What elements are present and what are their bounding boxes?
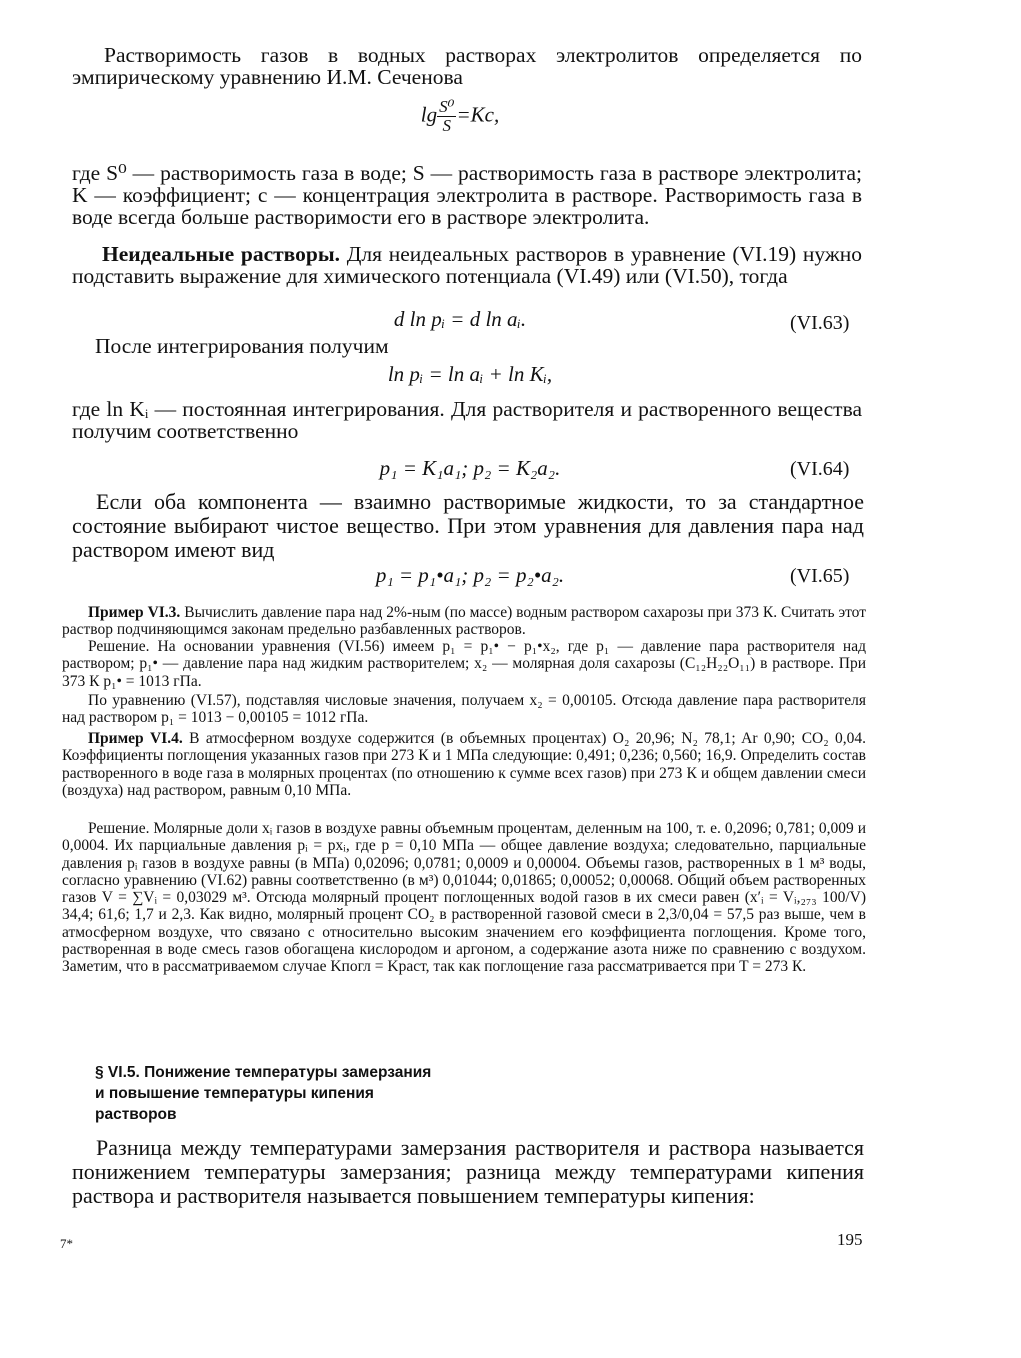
section-heading (95, 1062, 615, 1125)
eq-numerator: S⁰ (439, 97, 455, 116)
final-paragraph: Разница между температурами замерзания растворителя и раствора называется понижением температуры замерзания; разница между температурами кипения раствора и растворителя называется повышением температуры кипения: (72, 1135, 864, 1208)
equation-vi64: p₁ = K₁a₁; p₂ = K₂a₂. (379, 456, 561, 480)
page-number: 195 (837, 1230, 863, 1249)
nonideal-text: Для неидеальных растворов в уравнение (VI.19) нужно подставить выражение для химического потенциала (VI.49) или (VI.50), тогда (72, 242, 863, 288)
nonideal-heading: Неидеальные растворы. (102, 242, 341, 266)
example-vi3-result: По уравнению (VI.57), подставляя числовые значения, получаем x₂ = 0,00105. Отсюда давление пара растворителя над раствором p₁ = 1013 − 0,00105 = 1012 гПа. (62, 692, 866, 727)
example-vi4-task (62, 730, 866, 799)
eq-lg: lg (420, 102, 438, 127)
after-integration-text: После интегрирования получим (95, 334, 389, 358)
section-title-line-2: и повышение температуры кипения (95, 1085, 374, 1102)
equation-number-vi64: (VI.64) (790, 458, 850, 480)
section-title-line-1: § VI.5. Понижение температуры замерзания (95, 1064, 432, 1081)
example-vi3-task (62, 604, 866, 639)
example-vi3-solution: Решение. На основании уравнения (VI.56) имеем p₁ = p₁• − p₁•x₂, где p₁ — давление пара растворителя над раствором; p₁• — давление пара над жидким растворителем; x₂ — молярная доля сахарозы (C₁₂H₂₂O₁₁) в растворе. При 373 К p₁• = 1013 гПа. (62, 638, 866, 690)
paragraph-where-s0: где S⁰ — растворимость газа в воде; S — растворимость газа в растворе электролита; K — коэффициент; c — концентрация электролита в растворе. Растворимость газа в воде всегда больше растворимости его в растворе электролита. (72, 161, 862, 229)
example-vi3-label: Пример VI.3. (88, 604, 181, 621)
equation-vi63: d ln pᵢ = d ln aᵢ. (393, 307, 527, 331)
eq-denominator: S (442, 116, 452, 135)
example-vi4-label: Пример VI.4. (88, 730, 183, 747)
paragraph-both-components: Если оба компонента — взаимно растворимые жидкости, то за стандартное состояние выбирают чистое вещество. При этом уравнения для давления пара над раствором имеют вид (72, 489, 864, 562)
eq-fraction (437, 98, 456, 135)
example-vi4-solution: Решение. Молярные доли xᵢ газов в воздухе равны объемным процентам, деленным на 100, т. е. 0,2096; 0,781; 0,009 и 0,0004. Их парциальные давления pᵢ = pxᵢ, где p = 0,10 МПа — общее давление воздуха; следовательно, парциальные давления pᵢ газов в воздухе равны (в МПа) 0,02096; 0,0781; 0,0009 и 0,00004. Объемы газов, растворенных в 1 м³ воды, согласно уравнению (VI.62) равны соответственно (в м³) 0,01044; 0,01865; 0,00052; 0,00068. Общий объем растворенных газов V = ∑Vᵢ = 0,03029 м³. Отсюда молярный процент поглощенных водой газов в их смеси равен (x′ᵢ = Vᵢ,₂₇₃ 100/V) 34,4; 61,6; 1,7 и 2,3. Как видно, молярный процент CO₂ в растворенной газовой смеси в 2,3/0,04 = 57,5 раз выше, чем в атмосферном воздухе, что связано с относительно высоким значением его коэффициента поглощения. Кроме того, растворенная в воде смесь газов обогащена кислородом и аргоном, а содержание азота ниже по сравнению с воздухом. Заметим, что в рассматриваемом случае Kпогл = Kраст, так как поглощение газа рассматривается при T = 273 К. (62, 820, 866, 976)
intro-paragraph: Растворимость газов в водных растворах электролитов определяется по эмпирическому уравнению И.М. Сеченова (72, 43, 862, 89)
example-vi3-text: Вычислить давление пара над 2%-ным (по массе) водным раствором сахарозы при 373 К. Считать этот раствор подчиняющимся законам предельно разбавленных растворов. (62, 604, 866, 639)
example-vi4-text: В атмосферном воздухе содержится (в объемных процентах) O₂ 20,96; N₂ 78,1; Ar 0,90; CO₂ 0,04. Коэффициенты поглощения указанных газов при 273 К и 1 МПа следующие: 0,491; 0,236; 0,560; 16,9. Определить состав растворенного в воде газа в молярных процентах (по отношению к сумме всех газов) при 273 К и общем давлении смеси (воздуха) над раствором, равным 0,10 МПа. (62, 730, 866, 799)
section-title-line-3: растворов (95, 1106, 177, 1123)
nonideal-paragraph (72, 243, 862, 287)
sechenov-equation (360, 98, 560, 135)
signature-mark: 7* (60, 1236, 73, 1251)
equation-ln: ln pᵢ = ln aᵢ + ln Kᵢ, (387, 362, 553, 386)
equation-number-vi63: (VI.63) (790, 312, 850, 334)
equation-vi65: p₁ = p₁•a₁; p₂ = p₂•a₂. (375, 563, 565, 587)
paragraph-where-lnk: где ln Kᵢ — постоянная интегрирования. Для растворителя и растворенного вещества получим соответственно (72, 397, 862, 443)
equation-number-vi65: (VI.65) (790, 565, 850, 587)
eq-rhs: =Kc, (456, 102, 500, 127)
